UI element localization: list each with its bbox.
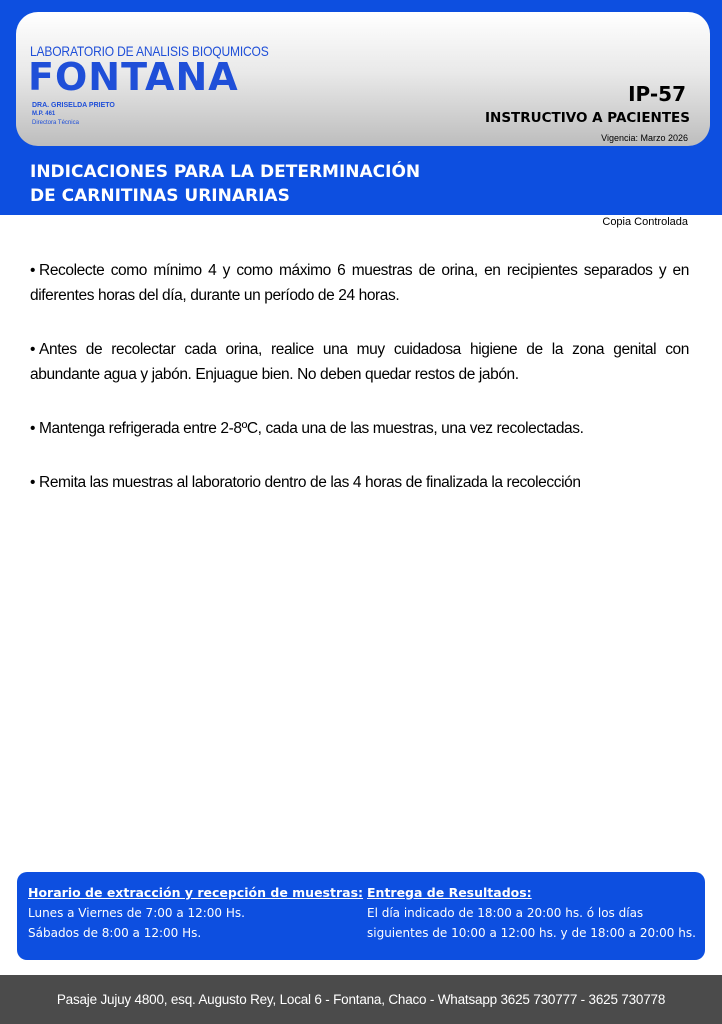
- director-mp: M.P. 461: [32, 111, 56, 117]
- list-item: [30, 416, 689, 441]
- extraction-heading: Horario de extracción y recepción de muestras:: [28, 885, 364, 900]
- page-title: [30, 160, 690, 208]
- bullet-icon: •: [30, 420, 36, 437]
- director-block: [32, 101, 115, 128]
- instruction-text: Antes de recolectar cada orina, realice una muy cuidadosa higiene de la zona genital con abundante agua y jabón. Enjuague bien. No deben quedar restos de jabón.: [30, 341, 689, 383]
- director-name: DRA. GRISELDA PRIETO: [32, 102, 115, 109]
- extraction-saturday: Sábados de 8:00 a 12:00 Hs.: [28, 926, 202, 940]
- results-heading: Entrega de Resultados:: [367, 885, 532, 900]
- instruction-text: Mantenga refrigerada entre 2-8ºC, cada una de las muestras, una vez recolectadas.: [39, 420, 584, 437]
- footer-bar: [0, 975, 722, 1024]
- title-line-1: INDICACIONES PARA LA DETERMINACIÓN: [30, 162, 421, 182]
- title-line-2: DE CARNITINAS URINARIAS: [30, 186, 290, 206]
- document-kind: INSTRUCTIVO A PACIENTES: [485, 110, 690, 126]
- results-schedule: [367, 883, 696, 943]
- list-item: [30, 258, 689, 308]
- schedule-box: [17, 872, 705, 960]
- list-item: [30, 470, 689, 495]
- bullet-icon: •: [30, 341, 36, 358]
- footer-address: Pasaje Jujuy 4800, esq. Augusto Rey, Local 6 - Fontana, Chaco - Whatsapp 3625 730777 - 3625 730778: [56, 992, 666, 1007]
- validity-date: Vigencia: Marzo 2026: [601, 133, 688, 143]
- bullet-icon: •: [30, 262, 36, 279]
- brand-logo: FONTANA: [28, 55, 239, 99]
- extraction-schedule: [28, 883, 363, 943]
- list-item: [30, 337, 689, 387]
- instruction-list: [30, 258, 689, 524]
- document-code: IP-57: [628, 82, 686, 106]
- lab-name: LABORATORIO DE ANALISIS BIOQUMICOS: [30, 43, 269, 59]
- bullet-icon: •: [30, 474, 36, 491]
- instruction-text: Recolecte como mínimo 4 y como máximo 6 muestras de orina, en recipientes separados y en diferentes horas del día, durante un período de 24 horas.: [30, 262, 689, 304]
- results-line-1: El día indicado de 18:00 a 20:00 hs. ó los días: [367, 906, 644, 920]
- controlled-copy-label: Copia Controlada: [602, 216, 688, 228]
- results-line-2: siguientes de 10:00 a 12:00 hs. y de 18:00 a 20:00 hs.: [367, 926, 696, 940]
- director-role: Directora Técnica: [32, 120, 79, 126]
- instruction-text: Remita las muestras al laboratorio dentro de las 4 horas de finalizada la recolección: [39, 474, 581, 491]
- extraction-weekdays: Lunes a Viernes de 7:00 a 12:00 Hs.: [28, 906, 245, 920]
